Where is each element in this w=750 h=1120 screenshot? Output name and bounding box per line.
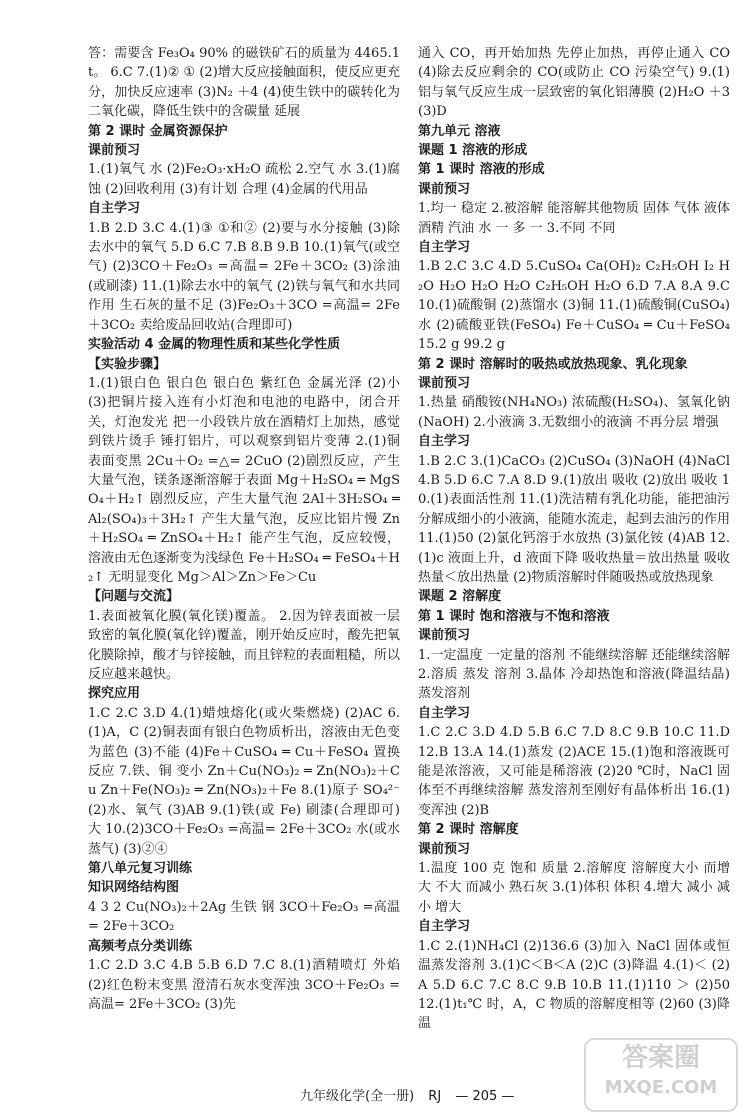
page-footer	[300, 1085, 524, 1104]
lesson-heading: 第 2 课时 金属资源保护	[88, 123, 228, 139]
lesson-heading: 第 2 课时 溶解时的吸热或放热现象、乳化现象	[418, 356, 688, 372]
answer-paragraph: 1.均一 稳定 2.被溶解 能溶解其他物质 固体 气体 液体 酒精 汽油 水 一 多 一 3.不同 不同	[418, 201, 730, 236]
edition-label: RJ	[428, 1089, 442, 1104]
section-heading: 自主学习	[418, 705, 471, 721]
section-heading: 课前预习	[418, 181, 471, 197]
section-heading: 自主学习	[88, 201, 141, 217]
section-heading: 【问题与交流】	[88, 589, 180, 605]
answer-paragraph: 1.(1)氧气 水 (2)Fe₂O₃·xH₂O 疏松 2.空气 水 3.(1)腐蚀 (2)回收利用 (3)有计划 合理 (4)金属的代用品	[88, 162, 400, 197]
section-heading: 课前预习	[88, 143, 141, 159]
answer-paragraph: 1.C 2.C 3.D 4.D 5.B 6.C 7.D 8.C 9.B 10.C 11.D 12.B 13.A 14.(1)蒸发 (2)ACE 15.(1)饱和溶液既可能是浓溶液，又可能是稀溶液 (2)20 ℃时，NaCl 固体至不再继续溶解 蒸发溶剂至刚好有晶体析出 16.(1)变浑浊 (2)B	[418, 725, 730, 818]
lesson-heading: 第八单元复习训练	[88, 861, 193, 877]
section-heading: 自主学习	[418, 919, 471, 935]
watermark-logo	[584, 1038, 738, 1112]
lesson-heading: 第九单元 溶液	[418, 123, 501, 139]
lesson-heading: 课题 1 溶液的形成	[418, 143, 528, 159]
right-column	[418, 44, 730, 1034]
answer-paragraph: 1.C 2.(1)NH₄Cl (2)136.6 (3)加入 NaCl 固体或恒温蒸发溶剂 3.(1)C＜B＜A (2)C (3)降温 4.(1)＜ (2)A 5.D 6.C 7.C 8.C 9.B 10.B 11.(1)110 ＞ (2)50 12.(1)t₁℃ 时，A，C 物质的溶解度相等 (2)60 (3)降温	[418, 938, 730, 1032]
left-column	[88, 44, 400, 1014]
watermark-url: MXQE.COM	[604, 1077, 718, 1098]
lesson-heading: 第 2 课时 溶解度	[418, 822, 519, 838]
answer-paragraph: 1.(1)银白色 银白色 银白色 紫红色 金属光泽 (2)小 (3)把铜片接入连有小灯泡和电池的电路中，闭合开关，灯泡发光 把一小段铁片放在酒精灯上加热，感觉到铁片烫手 锤打铝片，可以观察到铝片变薄 2.(1)铜表面变黑 2Cu＋O₂ =△= 2CuO (2)剧烈反应，产生大量气泡，镁条逐渐溶解于表面 Mg＋H₂SO₄ ═ MgSO₄＋H₂↑ 剧烈反应，产生大量气泡 2Al＋3H₂SO₄ ═ Al₂(SO₄)₃＋3H₂↑ 产生大量气泡，反应比铝片慢 Zn＋H₂SO₄ ═ ZnSO₄＋H₂↑ 能产生气泡，反应较慢，溶液由无色逐渐变为浅绿色 Fe＋H₂SO₄ ═ FeSO₄＋H₂↑ 无明显变化 Mg＞Al＞Zn＞Fe＞Cu	[88, 375, 400, 585]
section-heading: 高频考点分类训练	[88, 938, 193, 954]
lesson-heading: 第 1 课时 饱和溶液与不饱和溶液	[418, 608, 610, 624]
answer-paragraph: 1.表面被氧化膜(氧化镁)覆盖。 2.因为锌表面被一层致密的氧化膜(氧化锌)覆盖，刚开始反应时，酸先把氧化膜除掉，酸才与锌接触，而且锌粒的表面粗糙，所以反应越来越快。	[88, 608, 401, 682]
section-heading: 自主学习	[418, 240, 471, 256]
answer-paragraph: 1.温度 100 克 饱和 质量 2.溶解度 溶解度大小 而增大 不大 而减小 熟石灰 3.(1)体积 体积 4.增大 减小 减小 增大	[418, 861, 730, 915]
answer-page	[88, 44, 731, 1064]
answer-paragraph: 1.B 2.C 3.C 4.D 5.CuSO₄ Ca(OH)₂ C₂H₅OH I₂ H₂O H₂O H₂O H₂O C₂H₅OH H₂O 6.D 7.A 8.A 9.C 10.(1)硫酸铜 (2)蒸馏水 (3)铜 11.(1)硫酸铜(CuSO₄) 水 (2)硫酸亚铁(FeSO₄) Fe＋CuSO₄ ═ Cu＋FeSO₄ 15.2 g 99.2 g	[418, 259, 730, 353]
book-title: 九年级化学(全一册)	[300, 1089, 415, 1104]
page-number: — 205 —	[455, 1089, 515, 1104]
answer-paragraph: 答：需要含 Fe₃O₄ 90% 的磁铁矿石的质量为 4465.1 t。 6.C 7.(1)② ① (2)增大反应接触面积，使反应更充分，加快反应速率 (3)N₂ ＋4 (4)使生铁中的碳转化为二氧化碳，降低生铁中的含碳量 延展	[88, 46, 400, 120]
answer-paragraph: 1.C 2.C 3.D 4.(1)蜡烛熔化(或火柴燃烧) (2)AC 6.(1)A，C (2)铜表面有银白色物质析出，溶液由无色变为蓝色 (3)不能 (4)Fe＋CuSO₄ ═ Cu＋FeSO₄ 置换反应 7.铁、铜 变小 Zn＋Cu(NO₃)₂ ═ Zn(NO₃)₂＋Cu Zn＋Fe(NO₃)₂ ═ Zn(NO₃)₂＋Fe 8.(1)原子 SO₄²⁻ (2)水、氧气 (3)AB 9.(1)铁(或 Fe) 刷漆(合理即可) 大 10.(2)3CO＋Fe₂O₃ =高温= 2Fe＋3CO₂ 水(或水蒸气) (3)②④	[88, 705, 400, 857]
answer-paragraph: 1.C 2.D 3.C 4.B 5.B 6.D 7.C 8.(1)酒精喷灯 外焰 (2)红色粉末变黑 澄清石灰水变浑浊 3CO＋Fe₂O₃ =高温= 2Fe＋3CO₂ (3)先	[88, 958, 400, 1012]
section-heading: 探究应用	[88, 686, 141, 702]
answer-paragraph: 4 3 2 Cu(NO₃)₂＋2Ag 生铁 钢 3CO＋Fe₂O₃ =高温= 2Fe＋3CO₂	[88, 899, 400, 935]
answer-paragraph: 1.B 2.C 3.(1)CaCO₃ (2)CuSO₄ (3)NaOH (4)NaCl 4.B 5.D 6.C 7.A 8.D 9.(1)放出 吸收 (2)放出 吸收 10.(1)表面活性剂 11.(1)洗洁精有乳化功能，能把油污分解成细小的小液滴，能随水流走，起到去油污的作用 11.(1)50 (2)氯化钙溶于水放热 (3)氯化铵 (4)AB 12.(1)c 液面上升，d 液面下降 吸收热量＝放出热量 吸收热量＜放出热量 (2)物质溶解时伴随吸热或放热现象	[418, 453, 731, 585]
lesson-heading: 第 1 课时 溶液的形成	[418, 162, 545, 178]
watermark-text: 答案圈	[621, 1043, 700, 1073]
section-heading: 自主学习	[418, 434, 471, 450]
answer-paragraph: 1.一定温度 一定量的溶剂 不能继续溶解 还能继续溶解 2.溶质 蒸发 溶剂 3.晶体 冷却热饱和溶液(降温结晶) 蒸发溶剂	[418, 647, 730, 702]
lesson-heading: 实验活动 4 金属的物理性质和某些化学性质	[88, 337, 341, 353]
section-heading: 课前预习	[418, 375, 471, 391]
answer-paragraph: 1.B 2.D 3.C 4.(1)③ ①和② (2)要与水分接触 (3)除去水中的氧气 5.D 6.C 7.B 8.B 9.B 10.(1)氧气(或空气) (2)3CO＋Fe₂O₃ =高温= 2Fe＋3CO₂ (3)涂油(或刷漆) 11.(1)除去水中的氧气 (2)铁与氧气和水共同作用 生石灰的量不足 (3)Fe₂O₃＋3CO =高温= 2Fe＋3CO₂ 卖给废品回收站(合理即可)	[88, 220, 400, 333]
section-heading: 课前预习	[418, 628, 471, 644]
answer-paragraph: 1.热量 硝酸铵(NH₄NO₃) 浓硫酸(H₂SO₄)、氢氧化钠(NaOH) 2.小液滴 3.无数细小的液滴 不再分层 增强	[418, 395, 730, 430]
section-heading: 知识网络结构图	[88, 880, 180, 896]
lesson-heading: 课题 2 溶解度	[418, 589, 502, 605]
answer-paragraph: 通入 CO，再开始加热 先停止加热，再停止通入 CO (4)除去反应剩余的 CO(或防止 CO 污染空气) 9.(1)铝与氧气反应生成一层致密的氧化铝薄膜 (2)H₂O ＋3 (3)D	[418, 46, 730, 120]
section-heading: 课前预习	[418, 841, 471, 857]
section-heading: 【实验步骤】	[88, 356, 167, 372]
